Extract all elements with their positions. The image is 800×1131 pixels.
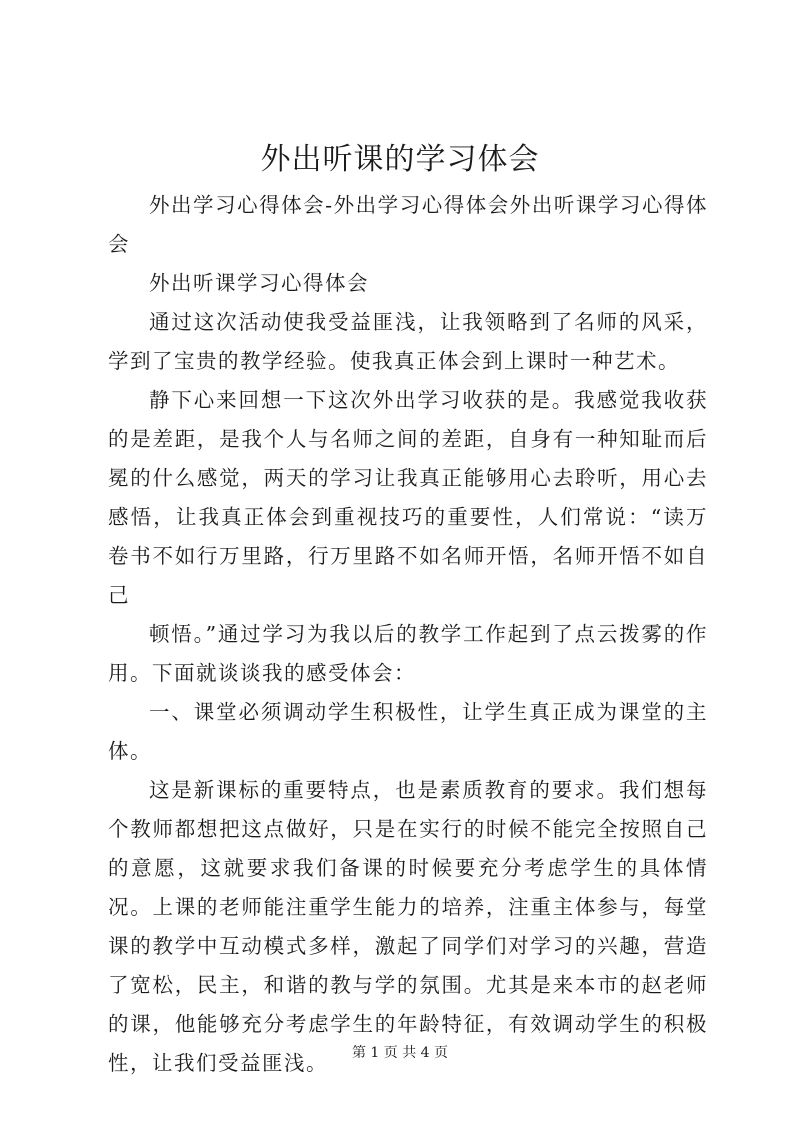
document-body bbox=[108, 186, 708, 1083]
paragraph-4: 静下心来回想一下这次外出学习收获的是。我感觉我收获的是差距，是我个人与名师之间的差距，自身有一种知耻而后冕的什么感觉，两天的学习让我真正能够用心去聆听，用心去感悟，让我真正体会到重视技巧的重要性，人们常说：“读万卷书不如行万里路，行万里路不如名师开悟，名师开悟不如自己 bbox=[108, 388, 708, 607]
paragraph-6: 一、课堂必须调动学生积极性，让学生真正成为课堂的主体。 bbox=[108, 700, 708, 763]
page-number-footer: 第 1 页 共 4 页 bbox=[351, 1045, 449, 1061]
document-title: 外出听课的学习体会 bbox=[260, 142, 540, 177]
paragraph-3: 通过这次活动使我受益匪浅，让我领略到了名师的风采，学到了宝贵的教学经验。使我真正体会到上课时一种艺术。 bbox=[108, 310, 708, 373]
paragraph-7: 这是新课标的重要特点，也是素质教育的要求。我们想每个教师都想把这点做好，只是在实行的时候不能完全按照自己的意愿，这就要求我们备课的时候要充分考虑学生的具体情况。上课的老师能注重学生能力的培养，注重主体参与，每堂课的教学中互动模式多样，激起了同学们对学习的兴趣，营造了宽松，民主，和谐的教与学的氛围。尤其是来本市的赵老师的课，他能够充分考虑学生的年龄特征，有效调动学生的积极性，让我们受益匪浅。 bbox=[108, 778, 708, 1075]
paragraph-1: 外出学习心得体会-外出学习心得体会外出听课学习心得体会 bbox=[108, 193, 708, 256]
paragraph-2: 外出听课学习心得体会 bbox=[149, 271, 369, 295]
paragraph-5: 顿悟。”通过学习为我以后的教学工作起到了点云拨雾的作用。下面就谈谈我的感受体会： bbox=[108, 622, 708, 685]
